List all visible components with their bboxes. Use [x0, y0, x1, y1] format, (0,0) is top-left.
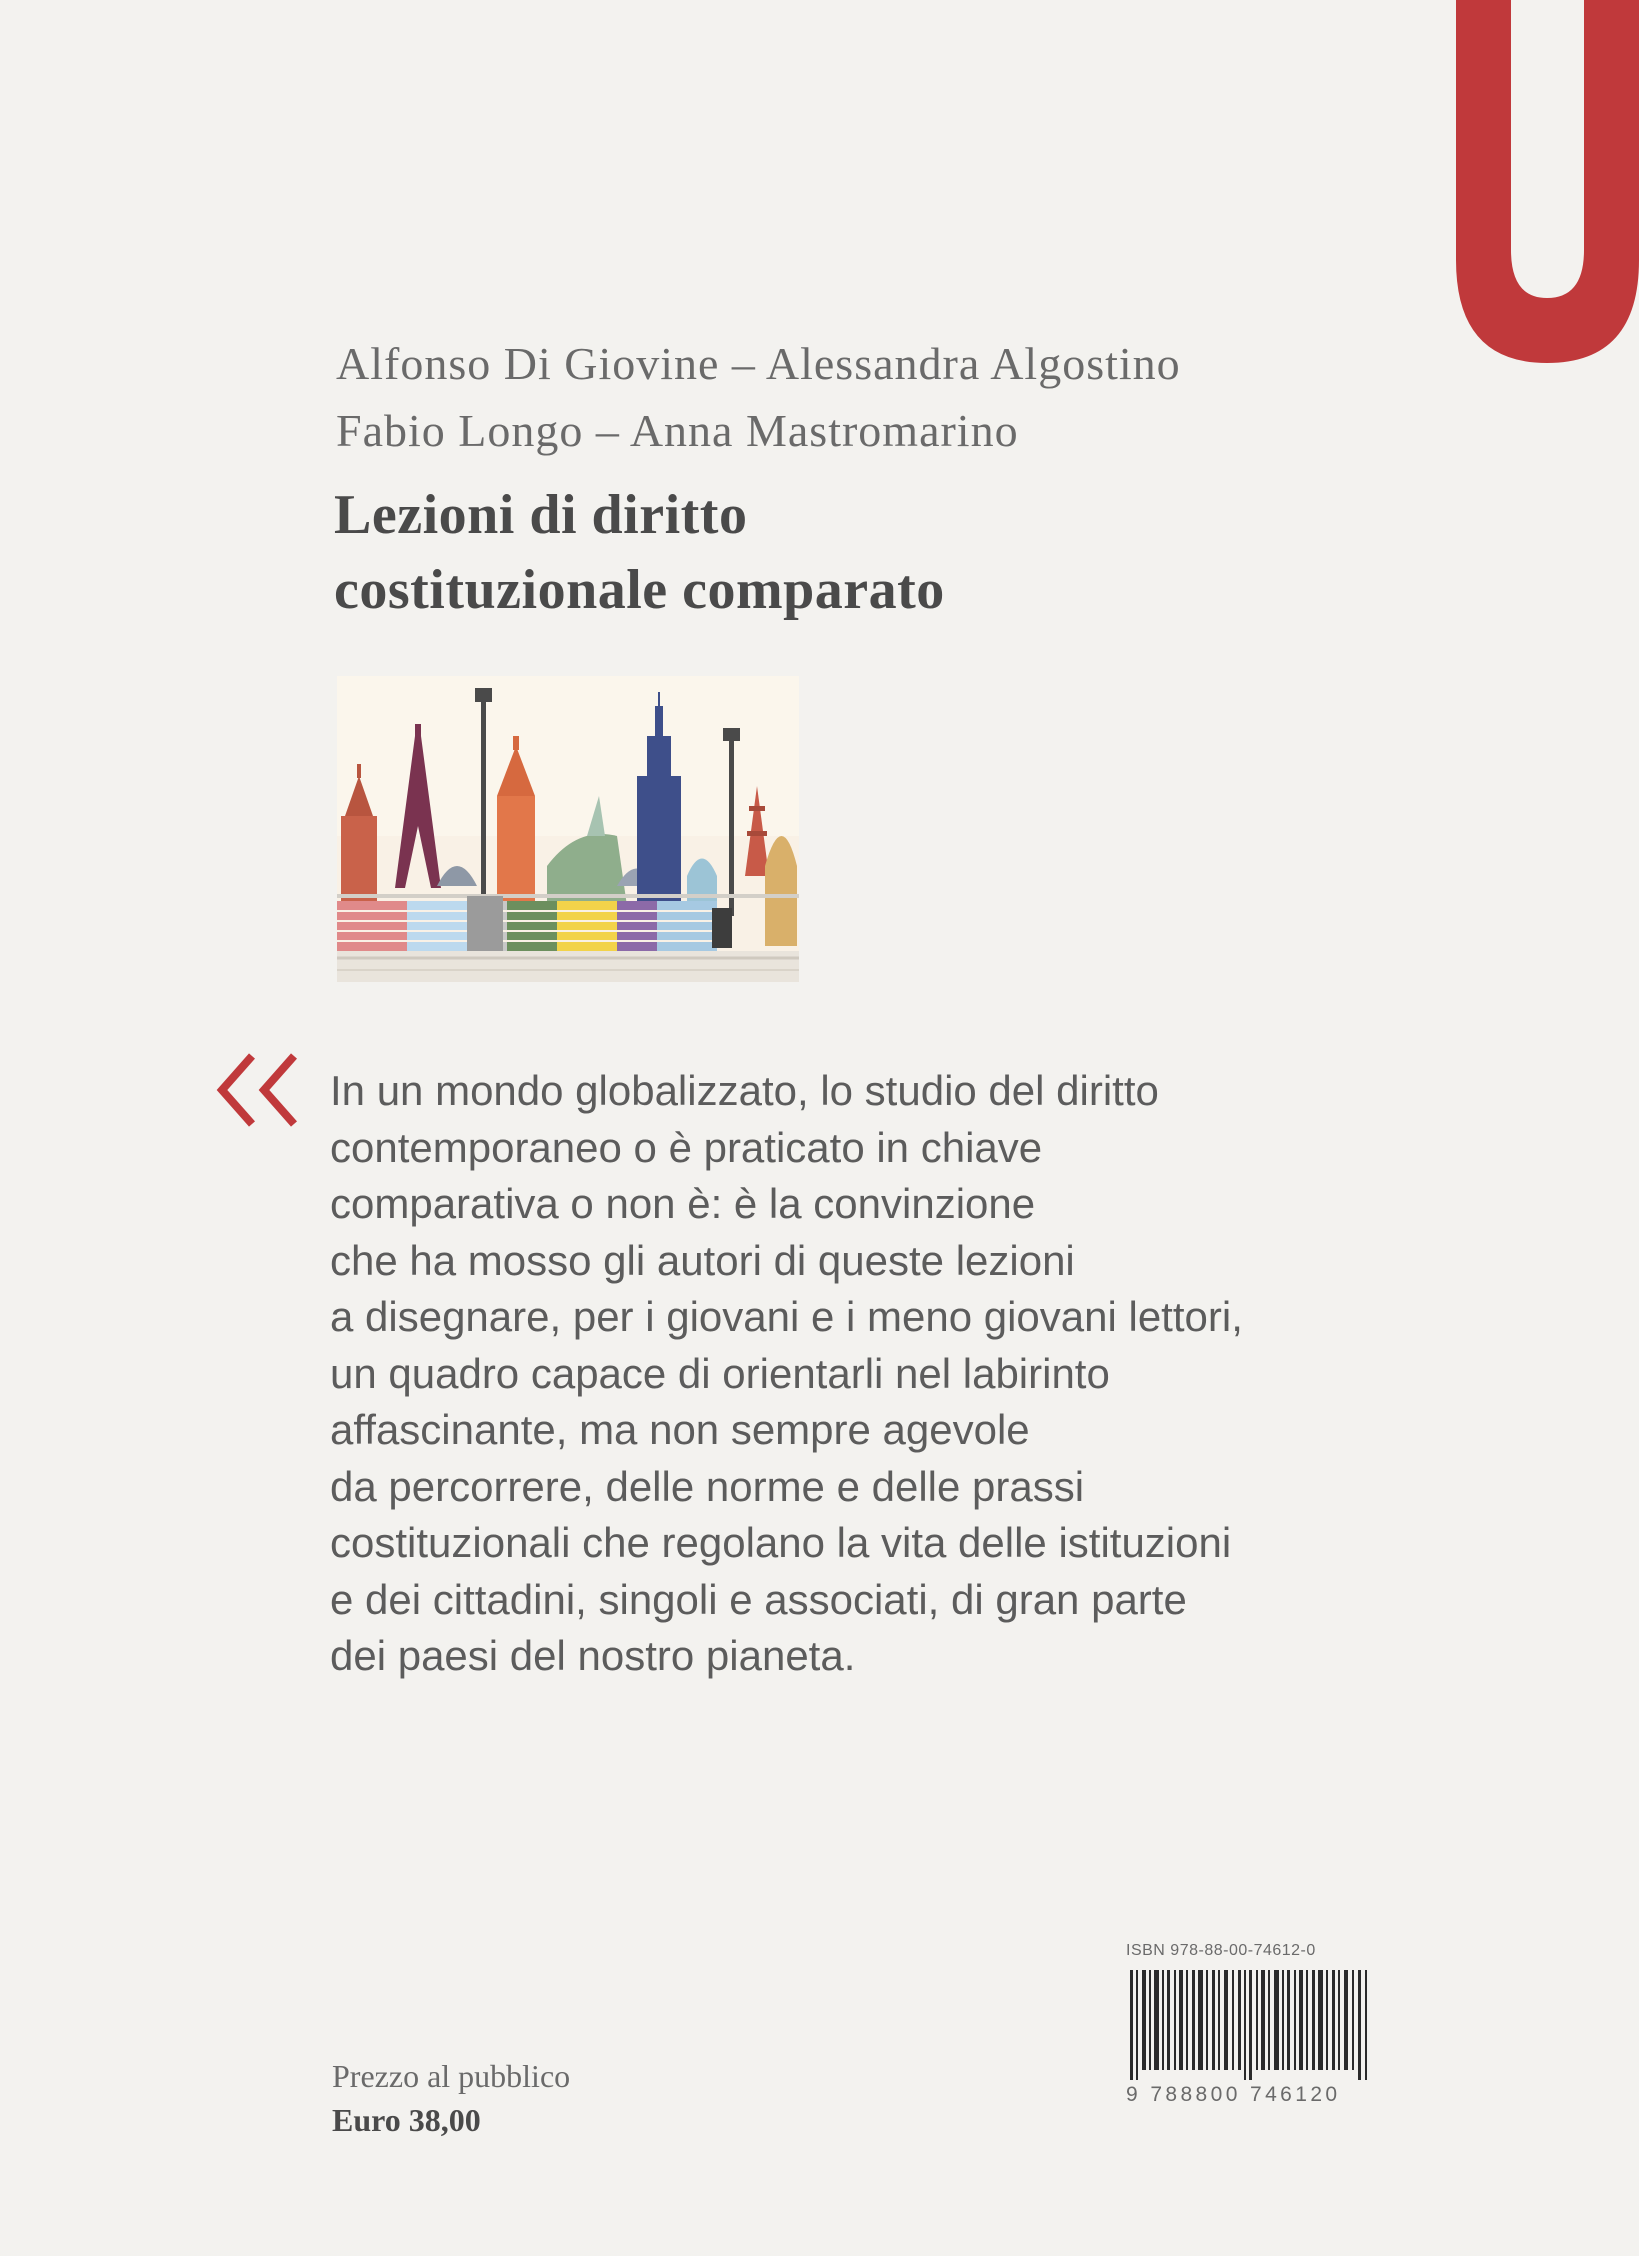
price-label: Prezzo al pubblico — [332, 2058, 571, 2094]
city-skyline-illustration — [337, 676, 799, 982]
price-amount: Euro 38,00 — [332, 2102, 481, 2138]
book-title-line-1: Lezioni di diritto — [334, 484, 748, 546]
isbn-barcode-block — [1126, 1942, 1376, 2117]
barcode-icon — [1126, 1970, 1376, 2080]
blurb-line: contemporaneo o è praticato in chiave — [330, 1123, 1043, 1171]
isbn-label: ISBN 978-88-00-74612-0 — [1126, 1942, 1316, 1959]
blurb-line: comparativa o non è: è la convinzione — [330, 1180, 1036, 1227]
blurb-line: a disegnare, per i giovani e i meno giovani lettori, — [330, 1293, 1243, 1340]
authors-line-1: Alfonso Di Giovine – Alessandra Algostino — [336, 338, 1181, 389]
blurb-line: e dei cittadini, singoli e associati, di gran parte — [330, 1575, 1187, 1623]
blurb-line: dei paesi del nostro pianeta. — [330, 1632, 856, 1679]
blurb-line: In un mondo globalizzato, lo studio del diritto — [330, 1067, 1159, 1114]
book-title-line-2: costituzionale comparato — [334, 559, 945, 621]
opening-quote-icon — [212, 1050, 302, 1130]
blurb-line: che ha mosso gli autori di queste lezioni — [330, 1236, 1075, 1284]
back-cover-blurb — [330, 1063, 1480, 1685]
blurb-line: costituzionali che regolano la vita delle istituzioni — [330, 1519, 1232, 1566]
price-block — [332, 2054, 570, 2142]
blurb-line: un quadro capace di orientarli nel labirinto — [330, 1349, 1110, 1397]
barcode-digits: 9 788800 746120 — [1126, 2083, 1341, 2106]
authors — [336, 330, 1436, 464]
blurb-line: affascinante, ma non sempre agevole — [330, 1406, 1030, 1453]
publisher-logo-u — [1456, 0, 1639, 363]
book-title — [334, 478, 1434, 628]
authors-line-2: Fabio Longo – Anna Mastromarino — [336, 405, 1019, 456]
blurb-line: da percorrere, delle norme e delle prassi — [330, 1462, 1085, 1510]
